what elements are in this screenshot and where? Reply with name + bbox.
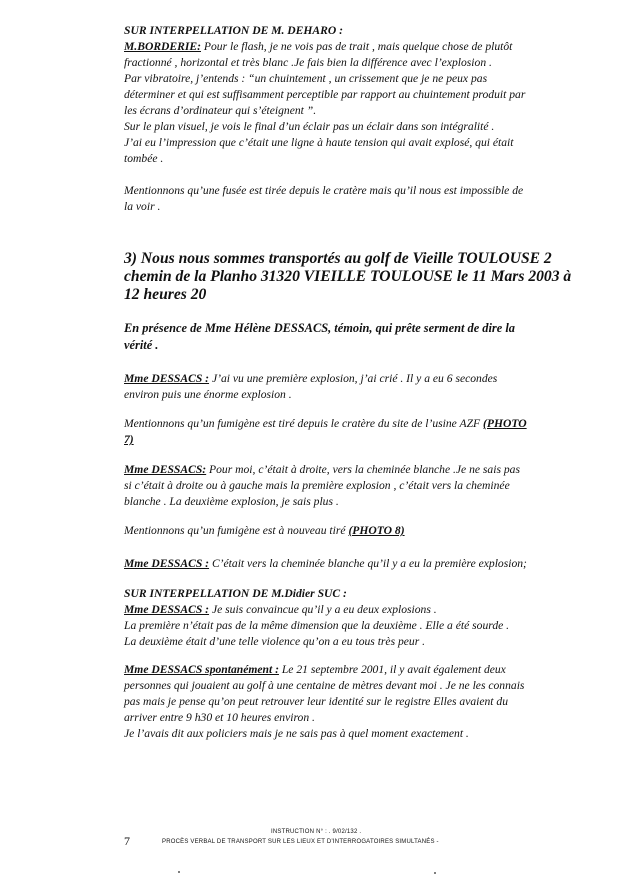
speaker-dessacs: Mme DESSACS : bbox=[124, 372, 210, 385]
section3-title-line-3: 12 heures 20 bbox=[124, 286, 207, 303]
page-number: 7 bbox=[124, 834, 130, 848]
mention-fumigene-line-1 bbox=[124, 416, 527, 432]
interpellation-heading-deharo: SUR INTERPELLATION DE M. DEHARO : bbox=[124, 24, 344, 37]
dessacs-g-line-3: pas mais je pense qu’on peut retrouver leur identité sur le registre Elles avaient du bbox=[124, 695, 509, 708]
dessacs-f-line-2: La première n’était pas de la même dimension que la deuxième . Elle a été sourde . bbox=[124, 619, 510, 632]
speaker-dessacs: Mme DESSACS : bbox=[124, 603, 210, 616]
dessacs-g-line-1 bbox=[124, 662, 506, 678]
borderie-line-7: J’ai eu l’impression que c’était une ligne à haute tension qui avait explosé, qui était bbox=[124, 136, 514, 149]
scan-speck bbox=[178, 871, 180, 873]
text: J’ai vu une première explosion, j’ai crié . Il y a eu 6 secondes bbox=[209, 372, 498, 385]
borderie-line-3: Par vibratoire, j’entends : “un chuintement , un crissement que je ne peux pas bbox=[124, 72, 488, 85]
dessacs-e-line bbox=[124, 556, 527, 572]
dessacs-c-line-2: si c’était à droite ou à gauche mais la première explosion , c’était vers la cheminée bbox=[124, 479, 510, 492]
interpellation-heading-suc: SUR INTERPELLATION DE M.Didier SUC : bbox=[124, 587, 347, 600]
text: Pour moi, c’était à droite, vers la cheminée blanche .Je ne sais pas bbox=[206, 463, 520, 476]
scan-speck bbox=[434, 872, 436, 874]
borderie-line-1 bbox=[124, 39, 512, 55]
photo-reference-7: (PHOTO bbox=[483, 417, 527, 430]
section3-title-line-2: chemin de la Planho 31320 VIEILLE TOULOUSE le 11 Mars 2003 à bbox=[124, 268, 572, 285]
text: C’était vers la cheminée blanche qu’il y a eu la première explosion; bbox=[209, 557, 527, 570]
dessacs-a-line-2: environ puis une énorme explosion . bbox=[124, 388, 292, 401]
dessacs-a-line-1 bbox=[124, 371, 497, 387]
dessacs-c-line-3: blanche . La deuxième explosion, je sais plus . bbox=[124, 495, 339, 508]
mention-fusee-line-1: Mentionnons qu’une fusée est tirée depuis le cratère mais qu’il nous est impossible de bbox=[124, 184, 524, 197]
borderie-line-2: fractionné , horizontal et très blanc .Je fais bien la différence avec l’explosion . bbox=[124, 56, 492, 69]
dessacs-g-line-4: arriver entre 9 h30 et 10 heures environ . bbox=[124, 711, 315, 724]
borderie-line-6: Sur le plan visuel, je vois le final d’un éclair pas un éclair dans son intégralité . bbox=[124, 120, 495, 133]
footer-title: PROCÈS VERBAL DE TRANSPORT SUR LES LIEUX ET D’INTERROGATOIRES SIMULTANÉS - bbox=[162, 839, 439, 845]
text: Mentionnons qu’un fumigène est tiré depuis le cratère du site de l’usine AZF bbox=[124, 417, 484, 430]
text: Pour le flash, je ne vois pas de trait , mais quelque chose de plutôt bbox=[201, 40, 513, 53]
footer-instruction: INSTRUCTION N° : . 9/02/132 . bbox=[271, 829, 362, 835]
text: Le 21 septembre 2001, il y avait également deux bbox=[278, 663, 506, 676]
dessacs-c-line-1 bbox=[124, 462, 520, 478]
presence-line-2: vérité . bbox=[124, 338, 159, 352]
dessacs-f-line-1 bbox=[124, 602, 437, 618]
text: Mentionnons qu’un fumigène est à nouveau tiré bbox=[124, 524, 349, 537]
speaker-borderie: M.BORDERIE: bbox=[124, 40, 201, 53]
photo-reference-8: (PHOTO 8) bbox=[348, 524, 405, 537]
speaker-dessacs: Mme DESSACS: bbox=[124, 463, 207, 476]
dessacs-f-line-3: La deuxième était d’une telle violence qu’on a eu tous très peur . bbox=[124, 635, 426, 648]
dessacs-g-line-2: personnes qui jouaient au golf à une centaine de mètres devant moi . Je ne les connais bbox=[124, 679, 525, 692]
presence-line-1: En présence de Mme Hélène DESSACS, témoin, qui prête serment de dire la bbox=[124, 321, 515, 335]
photo-reference-7-cont: 7) bbox=[124, 433, 134, 446]
mention-fumigene-2 bbox=[124, 523, 405, 539]
text: Je suis convaincue qu’il y a eu deux explosions . bbox=[209, 603, 437, 616]
mention-fusee-line-2: la voir . bbox=[124, 200, 161, 213]
speaker-dessacs-spontanement: Mme DESSACS spontanément : bbox=[124, 663, 279, 676]
borderie-line-4: déterminer et qui est suffisamment perceptible par rapport au chuintement produit par bbox=[124, 88, 526, 101]
borderie-line-5: les écrans d’ordinateur qui s’éteignent ”. bbox=[124, 104, 317, 117]
dessacs-g-line-5: Je l’avais dit aux policiers mais je ne sais pas à quel moment exactement . bbox=[124, 727, 469, 740]
borderie-line-8: tombée . bbox=[124, 152, 164, 165]
speaker-dessacs: Mme DESSACS : bbox=[124, 557, 210, 570]
section3-title-line-1: 3) Nous nous sommes transportés au golf de Vieille TOULOUSE 2 bbox=[124, 250, 552, 267]
